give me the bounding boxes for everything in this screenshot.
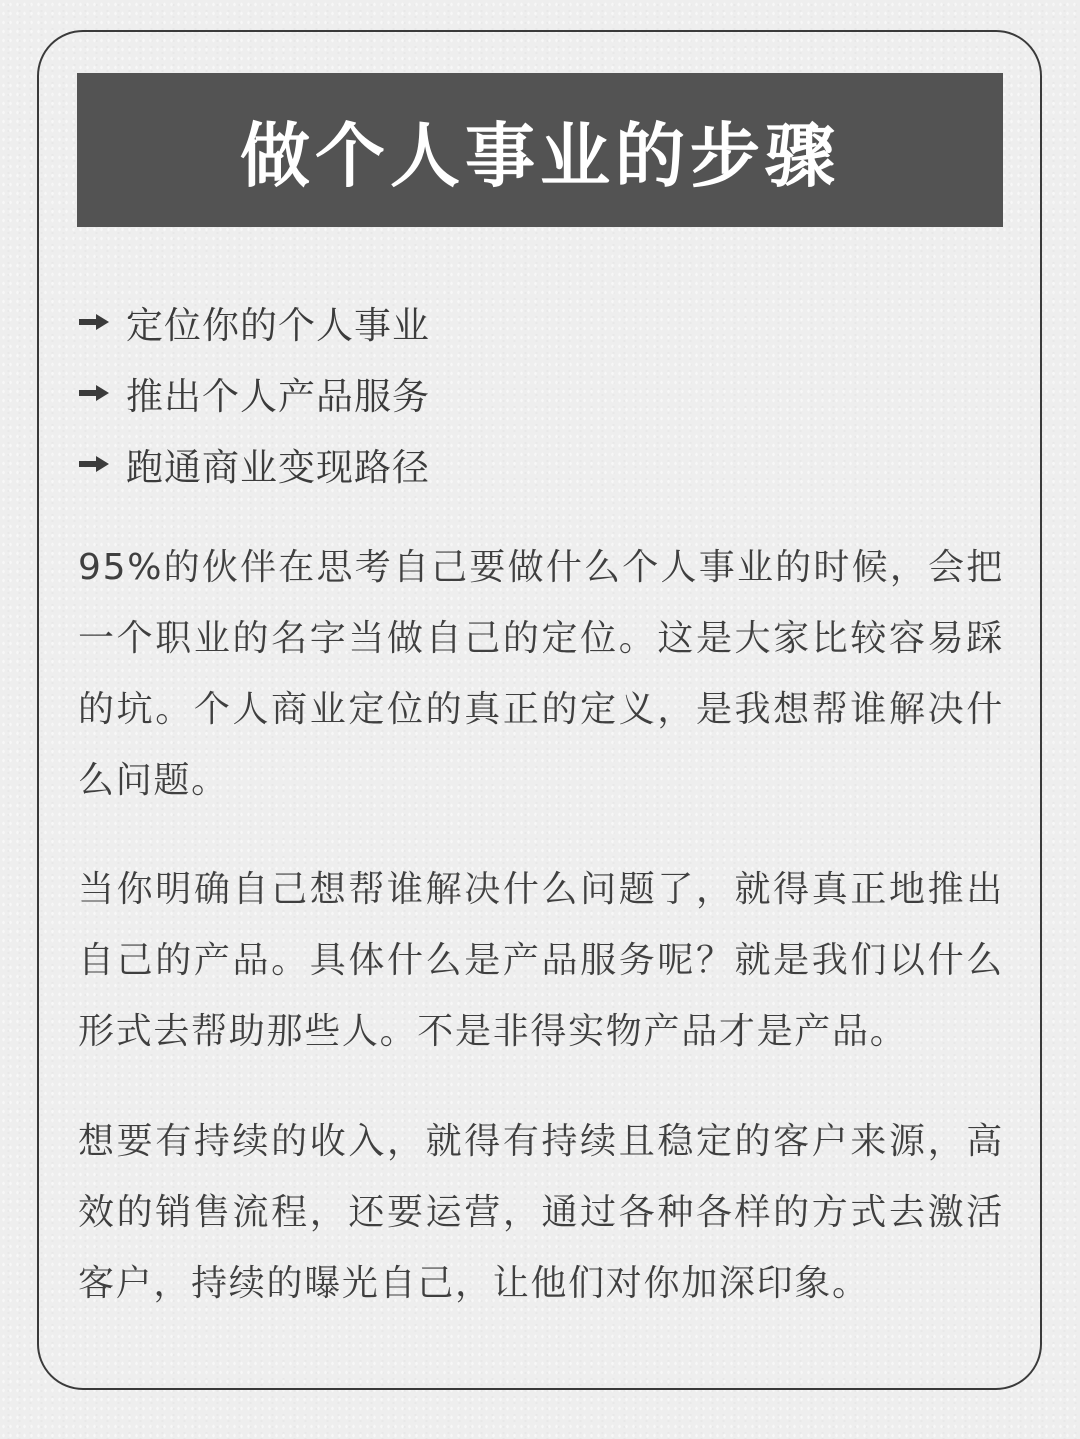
right-arrow-icon (78, 383, 110, 403)
paragraph-product: 当你明确自己想帮谁解决什么问题了，就得真正地推出自己的产品。具体什么是产品服务呢？就是我们以什么形式去帮助那些人。不是非得实物产品才是产品。 (78, 869, 1004, 1052)
list-item (78, 286, 978, 357)
paragraph-monetization: 想要有持续的收入，就得有持续且稳定的客户来源，高效的销售流程，还要运营，通过各种各样的方式去激活客户，持续的曝光自己，让他们对你加深印象。 (78, 1121, 1004, 1304)
right-arrow-icon (78, 312, 110, 332)
list-item (78, 428, 978, 499)
list-item (78, 357, 978, 428)
right-arrow-icon (78, 454, 110, 474)
page-title: 做个人事业的步骤 (240, 114, 840, 197)
steps-list (78, 286, 978, 499)
step-label: 推出个人产品服务 (126, 374, 430, 418)
paragraph-positioning: 95%的伙伴在思考自己要做什么个人事业的时候，会把一个职业的名字当做自己的定位。这是大家比较容易踩的坑。个人商业定位的真正的定义，是我想帮谁解决什么问题。 (78, 547, 1004, 801)
step-label: 定位你的个人事业 (126, 303, 430, 347)
step-label: 跑通商业变现路径 (126, 445, 430, 489)
title-banner (77, 73, 1003, 227)
